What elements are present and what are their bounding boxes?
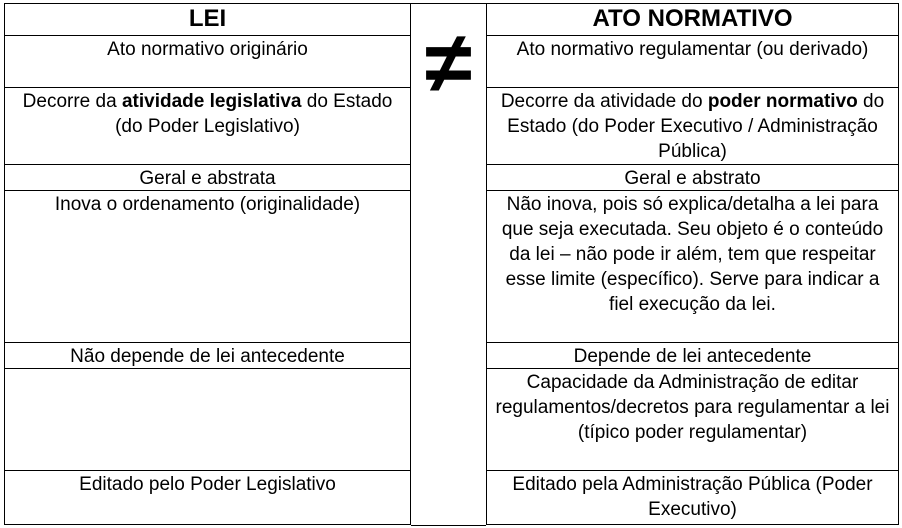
lei-row-dependence: Não depende de lei antecedente [4,342,411,369]
lei-row-editor: Editado pelo Poder Legislativo [4,470,411,525]
ato-row-editor: Editado pela Administração Pública (Poder Executivo) [486,470,899,525]
ato-row-activity-pre: Decorre da atividade do [500,91,708,112]
ato-row-capacity: Capacidade da Administração de editar regulamentos/decretos para regulamentar a lei (típico poder regulamentar) [486,368,899,471]
lei-row-activity-pre: Decorre da [22,91,122,112]
ato-row-activity-post: do Estado (do Poder Executivo / Administração Pública) [507,91,885,162]
ato-row-origin: Ato normativo regulamentar (ou derivado) [486,35,899,88]
ato-row-innovation: Não inova, pois só explica/detalha a lei para que seja executada. Seu objeto é o conteúdo da lei – não pode ir além, tem que respeitar esse limite (específico). Serve para indicar a fiel execução da lei. [486,190,899,343]
ato-row-activity-bold: poder normativo [707,91,858,112]
lei-row-general: Geral e abstrata [4,164,411,191]
ato-row-general: Geral e abstrato [486,164,899,191]
lei-header: LEI [4,3,411,36]
ato-row-activity [486,87,899,165]
lei-row-empty [4,368,411,471]
lei-row-activity [4,87,411,165]
not-equal-column [411,3,486,526]
ato-normativo-column [486,3,899,525]
ato-row-dependence: Depende de lei antecedente [486,342,899,369]
ato-header: ATO NORMATIVO [486,3,899,36]
lei-column [4,3,411,525]
lei-row-activity-post: do Estado (do Poder Legislativo) [115,91,393,137]
not-equal-symbol: ≠ [424,15,473,111]
lei-row-activity-bold: atividade legislativa [121,91,302,112]
lei-row-innovation: Inova o ordenamento (originalidade) [4,190,411,343]
lei-row-origin: Ato normativo originário [4,35,411,88]
